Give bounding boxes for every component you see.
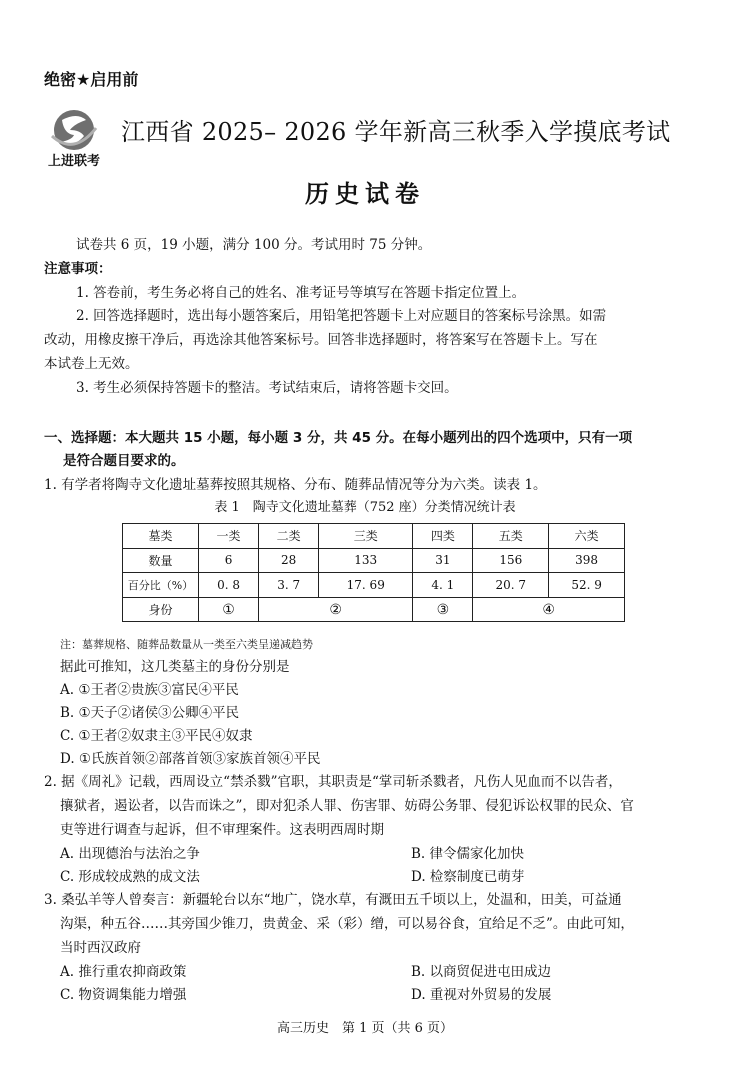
q3-stem-1: 3. 桑弘羊等人曾奏言：新疆轮台以东“地广，饶水草，有溉田五千顷以上，处温和，田美，可益通 [44,892,622,908]
table-header-cell: 三类 [319,524,413,549]
logo-emblem-icon [44,106,104,168]
table-cell: 133 [319,548,413,573]
q2-stem-1: 2. 据《周礼》记载，西周设立“禁杀戮”官职，其职责是“掌司斩杀戮者，凡伤人见血而不以告者， [44,774,622,790]
table-note: 注：墓葬规格、随葬品数量从一类至六类呈递减趋势 [60,638,313,651]
secret-label: 绝密★启用前 [44,70,139,89]
table-header-row [123,524,625,549]
table-cell: 398 [549,548,625,573]
q1-option-b[interactable]: B. ①天子②诸侯③公卿④平民 [60,705,240,721]
page-footer: 高三历史 第 1 页（共 6 页） [276,1021,454,1036]
table-cell: 28 [259,548,319,573]
table-cell: 156 [473,548,549,573]
q2-stem-2: 攘狱者，遏讼者，以告而诛之”，即对犯杀人罪、伤害罪、妨碍公务罪、侵犯诉讼权罪的民众、官 [60,798,634,814]
q2-stem-3: 吏等进行调查与起诉，但不审理案件。这表明西周时期 [60,822,384,838]
q3-stem-3: 当时西汉政府 [60,940,141,956]
publisher-logo [44,106,104,168]
table-cell: ④ [473,597,625,622]
section-heading: 一、选择题：本大题共 15 小题，每小题 3 分，共 45 分。在每小题列出的四个选项中，只有一项 [44,430,633,446]
table-cell: 4. 1 [413,573,473,598]
table-row-count [123,548,625,573]
table-cell: 17. 69 [319,573,413,598]
q3-stem-2: 沟渠，种五谷……其旁国少锥刀，贵黄金、采（彩）缯，可以易谷食，宜给足不乏”。由此可知， [60,916,634,932]
notice-2-end: 本试卷上无效。 [44,356,139,372]
table-caption: 表 1 陶寺文化遗址墓葬（752 座）分类情况统计表 [214,500,516,515]
table-header-cell: 四类 [413,524,473,549]
q1-question: 据此可推知，这几类墓主的身份分别是 [60,659,290,675]
table-header-cell: 二类 [259,524,319,549]
q3-option-a[interactable]: A. 推行重农抑商政策 [60,964,187,980]
table-row-identity [123,597,625,622]
q2-option-c[interactable]: C. 形成较成熟的成文法 [60,869,200,885]
notice-title: 注意事项： [44,261,112,277]
exam-title: 江西省 2025– 2026 学年新高三秋季入学摸底考试 [121,118,671,146]
q1-option-a[interactable]: A. ①王者②贵族③富民④平民 [60,682,239,698]
table-cell: 3. 7 [259,573,319,598]
tomb-stats-table [122,523,625,622]
notice-1: 1. 答卷前，考生务必将自己的姓名、准考证号等填写在答题卡指定位置上。 [76,285,526,301]
table-header-cell: 一类 [199,524,259,549]
table-cell: ② [259,597,413,622]
q2-option-b[interactable]: B. 律令儒家化加快 [411,846,525,862]
subject-title: 历史试卷 [305,179,425,208]
table-cell: 31 [413,548,473,573]
q2-option-a[interactable]: A. 出现德治与法治之争 [60,846,200,862]
table-cell: ① [199,597,259,622]
table-header-cell: 五类 [473,524,549,549]
table-header-cell: 六类 [549,524,625,549]
q1-option-c[interactable]: C. ①王者②奴隶主③平民④奴隶 [60,728,253,744]
logo-text: 上进联考 [47,154,101,168]
table-cell: ③ [413,597,473,622]
table-cell: 52. 9 [549,573,625,598]
notice-3: 3. 考生必须保持答题卡的整洁。考试结束后，请将答题卡交回。 [76,380,458,396]
section-heading-cont: 是符合题目要求的。 [63,453,185,469]
row-label: 数量 [123,548,199,573]
q3-option-d[interactable]: D. 重视对外贸易的发展 [411,987,552,1003]
q1-stem: 1. 有学者将陶寺文化遗址墓葬按照其规格、分布、随葬品情况等分为六类。读表 1。 [44,477,547,493]
table-cell: 6 [199,548,259,573]
table-cell: 0. 8 [199,573,259,598]
q2-option-d[interactable]: D. 检察制度已萌芽 [411,869,525,885]
table-row-percent [123,573,625,598]
q1-option-d[interactable]: D. ①氏族首领②部落首领③家族首领④平民 [60,751,321,767]
row-label: 身份 [123,597,199,622]
notice-2: 2. 回答选择题时，选出每小题答案后，用铅笔把答题卡上对应题目的答案标号涂黑。如需 [76,308,607,324]
q3-option-b[interactable]: B. 以商贸促进屯田成边 [411,964,552,980]
exam-info: 试卷共 6 页，19 小题，满分 100 分。考试用时 75 分钟。 [76,237,432,253]
row-label: 百分比（%） [123,573,199,598]
notice-2-cont: 改动，用橡皮擦干净后，再选涂其他答案标号。回答非选择题时，将答案写在答题卡上。写在 [44,332,598,348]
table-cell: 20. 7 [473,573,549,598]
q3-option-c[interactable]: C. 物资调集能力增强 [60,987,187,1003]
table-header-cell: 墓类 [123,524,199,549]
